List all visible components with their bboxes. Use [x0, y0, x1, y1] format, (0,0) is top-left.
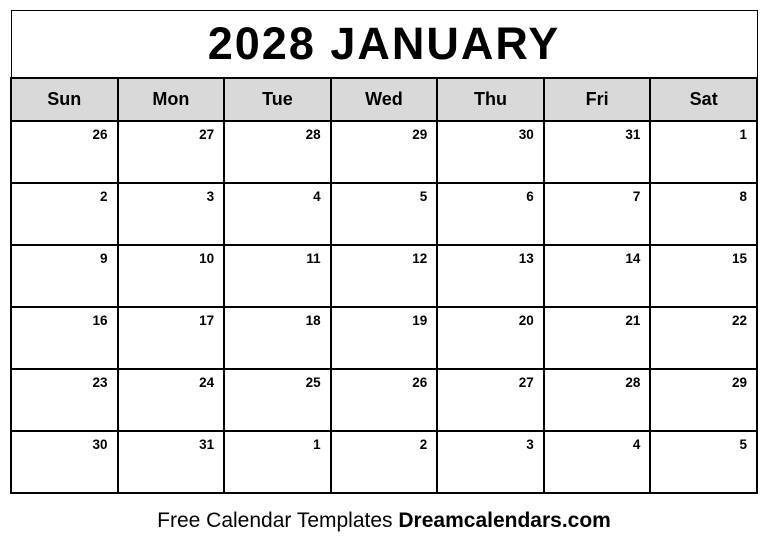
- day-cell: 30: [11, 431, 118, 493]
- day-cell: 2: [11, 183, 118, 245]
- day-cell: 20: [437, 307, 544, 369]
- day-header-sat: Sat: [650, 78, 757, 121]
- day-header-sun: Sun: [11, 78, 118, 121]
- day-cell: 21: [544, 307, 651, 369]
- day-cell: 4: [544, 431, 651, 493]
- day-cell: 4: [224, 183, 331, 245]
- day-cell: 25: [224, 369, 331, 431]
- day-cell: 7: [544, 183, 651, 245]
- day-header-tue: Tue: [224, 78, 331, 121]
- day-cell: 14: [544, 245, 651, 307]
- week-row: [11, 307, 757, 369]
- day-cell: 5: [650, 431, 757, 493]
- day-cell: 28: [544, 369, 651, 431]
- day-cell: 31: [544, 121, 651, 183]
- day-cell: 13: [437, 245, 544, 307]
- footer-brand: Dreamcalendars.com: [398, 509, 611, 532]
- day-cell: 5: [331, 183, 438, 245]
- day-cell: 6: [437, 183, 544, 245]
- day-header-wed: Wed: [331, 78, 438, 121]
- day-cell: 26: [11, 121, 118, 183]
- day-cell: 2: [331, 431, 438, 493]
- day-cell: 3: [118, 183, 225, 245]
- day-cell: 29: [331, 121, 438, 183]
- week-row: [11, 369, 757, 431]
- day-cell: 30: [437, 121, 544, 183]
- day-cell: 1: [224, 431, 331, 493]
- day-header-fri: Fri: [544, 78, 651, 121]
- day-cell: 27: [437, 369, 544, 431]
- day-cell: 16: [11, 307, 118, 369]
- calendar-table: [10, 10, 758, 494]
- day-cell: 26: [331, 369, 438, 431]
- day-cell: 8: [650, 183, 757, 245]
- day-header-thu: Thu: [437, 78, 544, 121]
- day-cell: 22: [650, 307, 757, 369]
- page-title: 2028 JANUARY: [207, 18, 561, 70]
- day-cell: 11: [224, 245, 331, 307]
- footer-text: Free Calendar Templates: [157, 509, 393, 532]
- day-cell: 12: [331, 245, 438, 307]
- footer: [0, 504, 768, 533]
- day-cell: 10: [118, 245, 225, 307]
- day-cell: 17: [118, 307, 225, 369]
- day-cell: 31: [118, 431, 225, 493]
- day-cell: 1: [650, 121, 757, 183]
- week-row: [11, 183, 757, 245]
- week-row: [11, 121, 757, 183]
- day-header-mon: Mon: [118, 78, 225, 121]
- day-cell: 18: [224, 307, 331, 369]
- title-cell: [11, 11, 757, 78]
- day-cell: 27: [118, 121, 225, 183]
- day-cell: 23: [11, 369, 118, 431]
- day-cell: 3: [437, 431, 544, 493]
- day-cell: 9: [11, 245, 118, 307]
- calendar-container: [10, 10, 758, 494]
- week-row: [11, 245, 757, 307]
- day-cell: 28: [224, 121, 331, 183]
- day-header-row: [11, 78, 757, 121]
- title-row: [11, 11, 757, 78]
- day-cell: 19: [331, 307, 438, 369]
- week-row: [11, 431, 757, 493]
- day-cell: 29: [650, 369, 757, 431]
- day-cell: 24: [118, 369, 225, 431]
- day-cell: 15: [650, 245, 757, 307]
